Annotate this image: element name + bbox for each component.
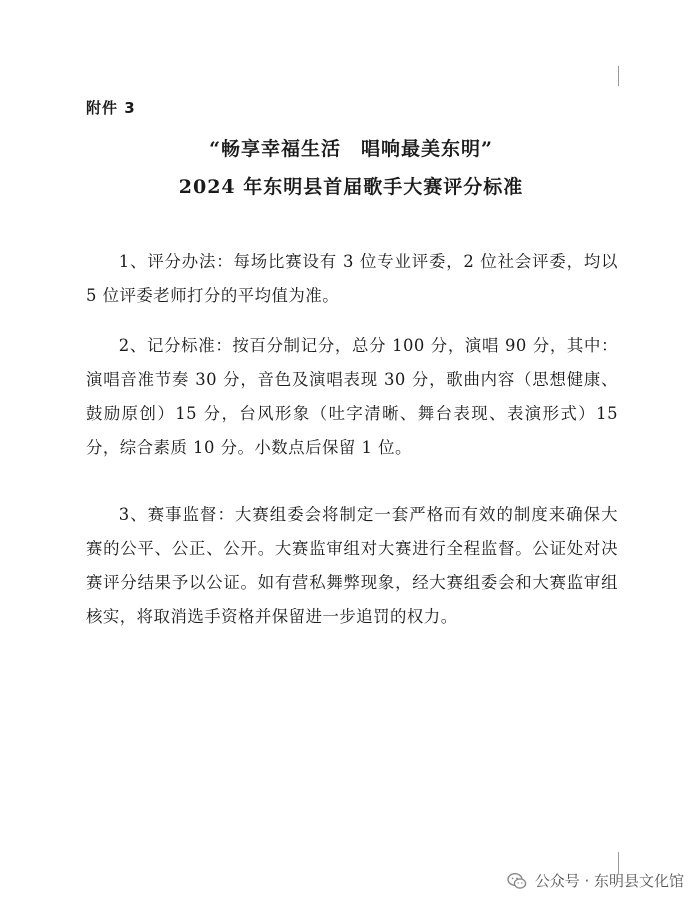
- paragraph-supervision: 3、赛事监督：大赛组委会将制定一套严格而有效的制度来确保大赛的公平、公正、公开。大赛监审组对大赛进行全程监督。公证处对决赛评分结果予以公证。如有营私舞弊现象，经大赛组委会和大赛监审组核实，将取消选手资格并保留进一步追罚的权力。: [86, 505, 618, 627]
- wechat-icon: [507, 871, 527, 891]
- title-line-1: “畅享幸福生活 唱响最美东明”: [209, 138, 493, 160]
- attachment-label: 附件 3: [86, 99, 136, 117]
- paragraph-scoring-standard: 2、记分标准：按百分制记分，总分 100 分，演唱 90 分，其中：演唱音准节奏 30 分，音色及演唱表现 30 分，歌曲内容（思想健康、鼓励原创）15 分，台风形象（吐字清晰、舞台表现、表演形式）15 分，综合素质 10 分。小数点后保留 1 位。: [86, 336, 618, 458]
- watermark-text: 公众号 · 东明县文化馆: [534, 872, 684, 890]
- paragraph-scoring-method: 1、评分办法：每场比赛设有 3 位专业评委，2 位社会评委，均以 5 位评委老师打分的平均值为准。: [86, 252, 618, 306]
- top-margin-mark: [618, 66, 619, 86]
- wechat-watermark: [507, 870, 684, 891]
- title-line-2: 2024 年东明县首届歌手大赛评分标准: [178, 176, 524, 198]
